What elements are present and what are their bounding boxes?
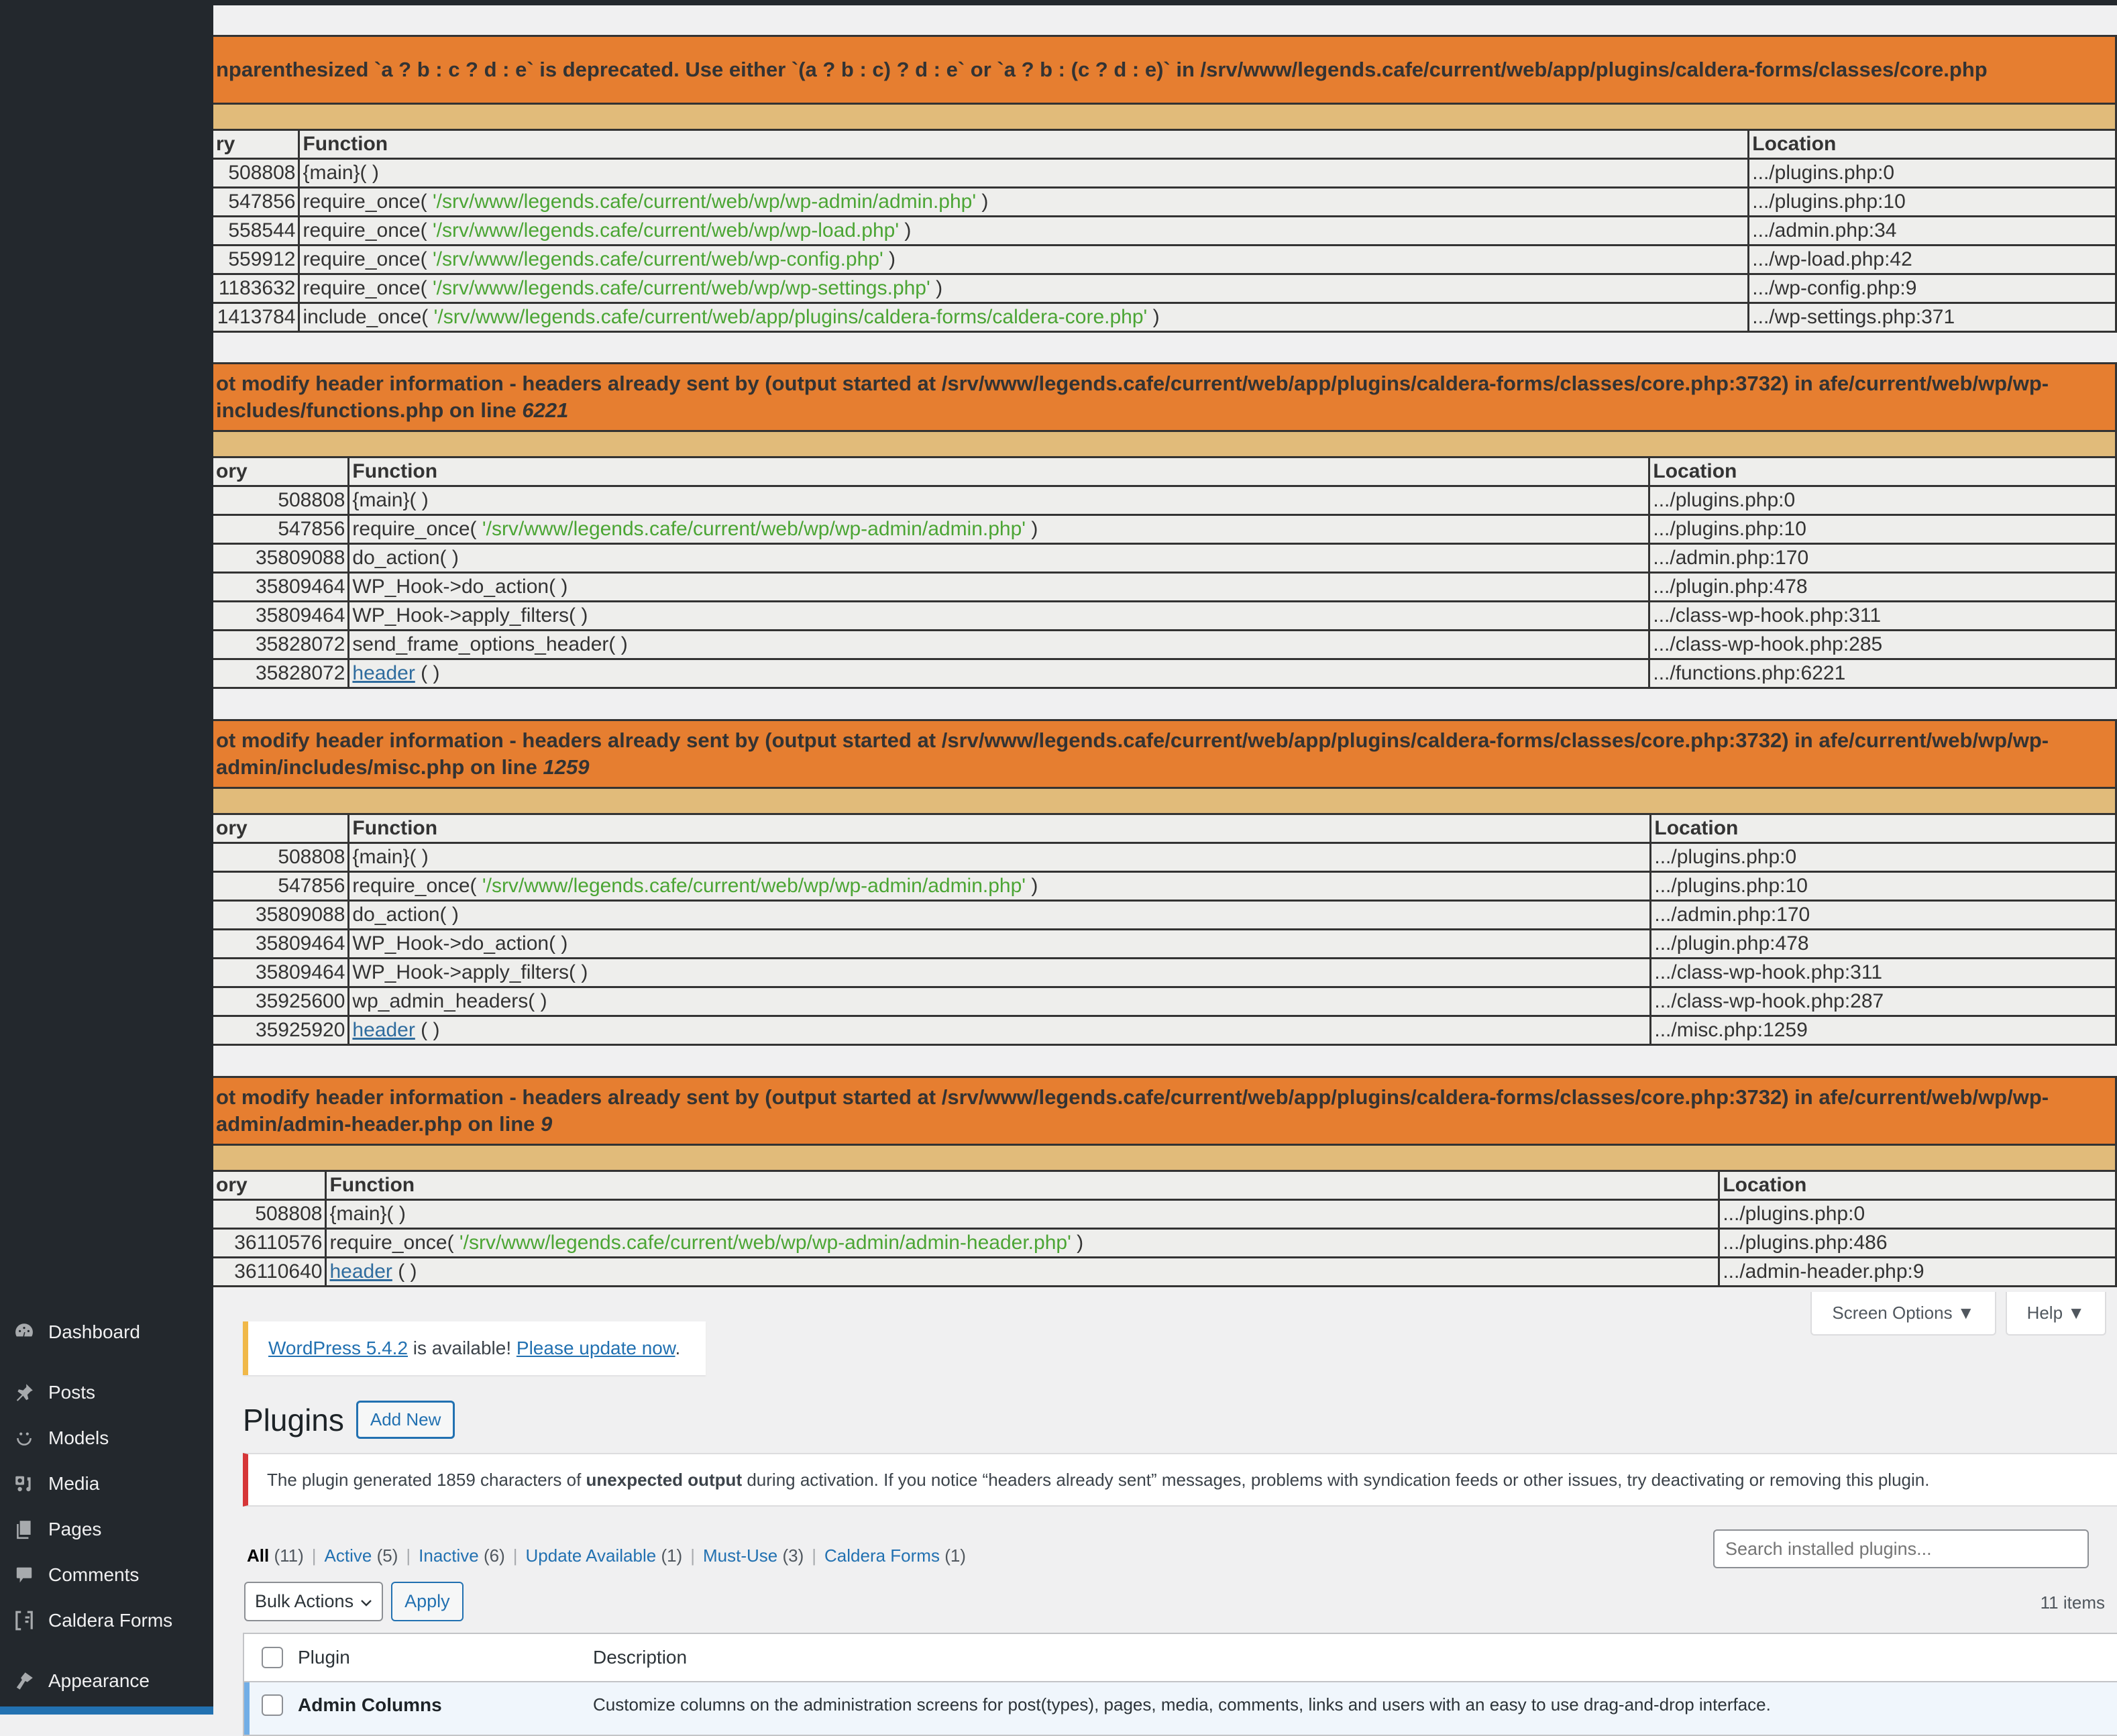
filter-separator: | (812, 1545, 817, 1566)
notice-text-post: during activation. If you notice “headers already sent” messages, problems with syndication feeds or other issues, try deactivating or removing this plugin. (742, 1469, 1930, 1490)
stack-row (213, 246, 2116, 274)
php-doc-link[interactable]: header (352, 662, 415, 684)
function-cell: WP_Hook->do_action( ) (349, 930, 1651, 959)
stack-row (213, 930, 2116, 959)
stack-row (213, 303, 2116, 332)
location-cell: .../plugin.php:478 (1651, 930, 2116, 959)
brush-icon (12, 1669, 36, 1693)
filter-separator: | (406, 1545, 411, 1566)
sidebar-item-label: Dashboard (48, 1321, 140, 1342)
memory-cell: 35828072 (213, 659, 349, 688)
row-checkbox[interactable] (262, 1694, 283, 1716)
function-cell: do_action( ) (349, 901, 1651, 930)
function-cell: send_frame_options_header( ) (349, 631, 1649, 659)
stack-row (213, 843, 2116, 872)
smile-icon (12, 1426, 36, 1450)
filter-active[interactable] (325, 1545, 398, 1566)
filter-label[interactable]: Update Available (525, 1545, 657, 1566)
stack-row (213, 515, 2116, 544)
location-cell: .../admin.php:170 (1649, 544, 2116, 573)
memory-cell: 1413784 (213, 303, 299, 332)
sidebar-item-posts[interactable] (0, 1374, 213, 1411)
location-cell: .../plugins.php:10 (1649, 515, 2116, 544)
activation-error-notice (243, 1453, 2117, 1507)
filter-label[interactable]: Caldera Forms (824, 1545, 940, 1566)
function-cell: WP_Hook->apply_filters( ) (349, 602, 1649, 631)
function-cell: WP_Hook->do_action( ) (349, 573, 1649, 602)
caldera-icon (12, 1609, 36, 1633)
notice-text-pre: The plugin generated 1859 characters of (267, 1469, 586, 1490)
memory-cell: 508808 (213, 1200, 326, 1229)
table-row (244, 1682, 2117, 1735)
function-cell: require_once( '/srv/www/legends.cafe/current/web/wp/wp-admin/admin.php' ) (299, 188, 1749, 217)
call-stack-header-strip (213, 104, 2116, 130)
bulk-actions-label: Bulk Actions (255, 1591, 354, 1611)
column-header-plugin[interactable]: Plugin (298, 1647, 350, 1668)
media-icon (12, 1472, 36, 1496)
function-cell: require_once( '/srv/www/legends.cafe/current/web/wp/wp-admin/admin.php' ) (349, 872, 1651, 901)
column-header-function: Function (349, 457, 1649, 486)
filter-must-use[interactable] (703, 1545, 804, 1566)
sidebar-item-pages[interactable] (0, 1511, 213, 1548)
filter-separator: | (311, 1545, 317, 1566)
sidebar-item-comments[interactable] (0, 1556, 213, 1594)
sidebar-item-label: Posts (48, 1382, 96, 1403)
stack-row (213, 159, 2116, 188)
stack-row (213, 631, 2116, 659)
stack-row (213, 217, 2116, 246)
plugin-name: Admin Columns (298, 1694, 442, 1715)
filter-count: (1) (944, 1545, 966, 1566)
location-cell: .../plugins.php:10 (1749, 188, 2116, 217)
apply-button[interactable]: Apply (391, 1582, 464, 1621)
stack-row (213, 1229, 2116, 1258)
filter-count: (3) (782, 1545, 804, 1566)
stack-row (213, 1200, 2116, 1229)
filter-inactive[interactable] (419, 1545, 505, 1566)
function-cell: wp_admin_headers( ) (349, 987, 1651, 1016)
sidebar-item-media[interactable] (0, 1465, 213, 1503)
column-header-function: Function (326, 1171, 1719, 1200)
function-cell: {main}( ) (299, 159, 1749, 188)
function-cell: {main}( ) (326, 1200, 1719, 1229)
update-nag-period: . (675, 1338, 681, 1358)
memory-cell: 35809088 (213, 544, 349, 573)
error-message: ot modify header information - headers already sent by (output started at /srv/www/legends.cafe/current/web/app/plugins/caldera-forms/classes/core.php:3732) in afe/current/web/wp/wp-admin/admin-header.php on line 9 (213, 1077, 2116, 1145)
bulk-actions-bar (244, 1582, 464, 1621)
memory-cell: 35809464 (213, 602, 349, 631)
location-cell: .../wp-load.php:42 (1749, 246, 2116, 274)
column-header-location: Location (1651, 814, 2116, 843)
memory-cell: 36110576 (213, 1229, 326, 1258)
location-cell: .../class-wp-hook.php:285 (1649, 631, 2116, 659)
stack-row (213, 486, 2116, 515)
stack-row (213, 901, 2116, 930)
call-stack-header-strip (213, 431, 2116, 457)
column-header-location: Location (1649, 457, 2116, 486)
search-plugins-input[interactable] (1713, 1529, 2089, 1568)
memory-cell: 35809464 (213, 573, 349, 602)
stack-row (213, 544, 2116, 573)
memory-cell: 559912 (213, 246, 299, 274)
column-header-function: Function (349, 814, 1651, 843)
function-cell: do_action( ) (349, 544, 1649, 573)
memory-cell: 547856 (213, 188, 299, 217)
column-header-memory: ory (213, 1171, 326, 1200)
filter-separator: | (512, 1545, 518, 1566)
memory-cell: 35809464 (213, 959, 349, 987)
admin-menu (0, 1313, 213, 1700)
comment-icon (12, 1563, 36, 1587)
call-stack-header-strip (213, 788, 2116, 814)
stack-row (213, 659, 2116, 688)
function-cell: require_once( '/srv/www/legends.cafe/current/web/wp/wp-admin/admin.php' ) (349, 515, 1649, 544)
memory-cell: 35809464 (213, 930, 349, 959)
location-cell: .../functions.php:6221 (1649, 659, 2116, 688)
pin-icon (12, 1380, 36, 1405)
plugin-status-filters (247, 1545, 966, 1566)
pages-icon (12, 1517, 36, 1541)
plugins-table (243, 1633, 2117, 1736)
location-cell: .../plugin.php:478 (1649, 573, 2116, 602)
function-cell: WP_Hook->apply_filters( ) (349, 959, 1651, 987)
xdebug-error-table (213, 35, 2117, 333)
memory-cell: 508808 (213, 159, 299, 188)
memory-cell: 35809088 (213, 901, 349, 930)
filter-update-available[interactable] (526, 1545, 683, 1566)
table-header (244, 1634, 2117, 1682)
memory-cell: 508808 (213, 843, 349, 872)
function-cell: require_once( '/srv/www/legends.cafe/current/web/wp/wp-load.php' ) (299, 217, 1749, 246)
update-nag-text: is available! (408, 1338, 517, 1358)
plugin-description: Customize columns on the administration screens for post(types), pages, media, comments, links and users with an easy to use drag-and-drop interface. (593, 1694, 1771, 1715)
sidebar-item-plugins-active[interactable] (0, 1706, 213, 1715)
sidebar-item-models[interactable] (0, 1419, 213, 1457)
bulk-actions-select[interactable] (244, 1582, 383, 1621)
xdebug-error-table (213, 1076, 2117, 1287)
stack-row (213, 1258, 2116, 1287)
memory-cell: 35828072 (213, 631, 349, 659)
error-message: ot modify header information - headers already sent by (output started at /srv/www/legends.cafe/current/web/app/plugins/caldera-forms/classes/core.php:3732) in afe/current/web/wp/wp-includes/functions.php on line 6221 (213, 364, 2116, 431)
filter-label[interactable]: Inactive (419, 1545, 479, 1566)
function-cell: require_once( '/srv/www/legends.cafe/current/web/wp/wp-admin/admin-header.php' ) (326, 1229, 1719, 1258)
location-cell: .../plugins.php:0 (1749, 159, 2116, 188)
php-doc-link[interactable]: header (329, 1260, 392, 1283)
filter-label: All (247, 1545, 270, 1566)
xdebug-error-table (213, 362, 2117, 689)
sidebar-item-label: Appearance (48, 1670, 150, 1691)
location-cell: .../admin.php:34 (1749, 217, 2116, 246)
filter-count: (5) (376, 1545, 398, 1566)
xdebug-error-table (213, 719, 2117, 1046)
stack-row (213, 1016, 2116, 1045)
column-header-location: Location (1749, 130, 2116, 159)
sidebar-item-appearance[interactable] (0, 1662, 213, 1700)
location-cell: .../wp-settings.php:371 (1749, 303, 2116, 332)
function-cell: header ( ) (349, 1016, 1651, 1045)
function-cell: header ( ) (326, 1258, 1719, 1287)
location-cell: .../plugins.php:0 (1649, 486, 2116, 515)
location-cell: .../plugins.php:486 (1719, 1229, 2116, 1258)
sidebar-item-label: Caldera Forms (48, 1610, 173, 1631)
call-stack-header-strip (213, 1145, 2116, 1171)
location-cell: .../wp-config.php:9 (1749, 274, 2116, 303)
php-doc-link[interactable]: header (352, 1019, 415, 1041)
stack-row (213, 602, 2116, 631)
top-bar (0, 0, 2117, 5)
error-message: nparenthesized `a ? b : c ? d : e` is deprecated. Use either `(a ? b : c) ? d : e` or `a ? b : (c ? d : e)` in /srv/www/legends.cafe/current/web/app/plugins/caldera-forms/classes/core.php (213, 36, 2116, 104)
location-cell: .../class-wp-hook.php:287 (1651, 987, 2116, 1016)
function-cell: require_once( '/srv/www/legends.cafe/current/web/wp-config.php' ) (299, 246, 1749, 274)
filter-label[interactable]: Active (324, 1545, 372, 1566)
memory-cell: 547856 (213, 515, 349, 544)
stack-row (213, 959, 2116, 987)
location-cell: .../admin.php:170 (1651, 901, 2116, 930)
sidebar-item-label: Comments (48, 1564, 140, 1585)
function-cell: require_once( '/srv/www/legends.cafe/current/web/wp/wp-settings.php' ) (299, 274, 1749, 303)
filter-label[interactable]: Must-Use (702, 1545, 778, 1566)
sidebar-item-dashboard[interactable] (0, 1313, 213, 1351)
location-cell: .../class-wp-hook.php:311 (1651, 959, 2116, 987)
dashboard-icon (12, 1320, 36, 1344)
stack-row (213, 188, 2116, 217)
filter-count: (6) (483, 1545, 505, 1566)
memory-cell: 508808 (213, 486, 349, 515)
column-header-memory: ory (213, 814, 349, 843)
location-cell: .../plugins.php:0 (1719, 1200, 2116, 1229)
memory-cell: 1183632 (213, 274, 299, 303)
wordpress-version-link[interactable]: WordPress 5.4.2 (268, 1338, 409, 1358)
stack-row (213, 274, 2116, 303)
column-header-memory: ory (213, 457, 349, 486)
stack-row (213, 872, 2116, 901)
filter-separator: | (690, 1545, 695, 1566)
notice-text-bold: unexpected output (586, 1469, 743, 1490)
function-cell: header ( ) (349, 659, 1649, 688)
admin-sidebar (0, 5, 213, 1715)
stack-row (213, 987, 2116, 1016)
update-now-link[interactable]: Please update now (516, 1338, 675, 1358)
function-cell: include_once( '/srv/www/legends.cafe/current/web/app/plugins/caldera-forms/caldera-core.php' ) (299, 303, 1749, 332)
page-title: Plugins (243, 1402, 344, 1437)
items-count: 11 items (2040, 1592, 2105, 1613)
screen-options-button[interactable]: Screen Options ▼ (1810, 1292, 1996, 1336)
sidebar-item-label: Models (48, 1427, 109, 1448)
sidebar-item-label: Media (48, 1473, 100, 1494)
select-all-checkbox[interactable] (262, 1647, 283, 1668)
page-title-area (243, 1401, 455, 1439)
column-header-function: Function (299, 130, 1749, 159)
location-cell: .../misc.php:1259 (1651, 1016, 2116, 1045)
screen-meta-links (1810, 1292, 2106, 1336)
column-header-location: Location (1719, 1171, 2116, 1200)
sidebar-item-caldera-forms[interactable] (0, 1602, 213, 1639)
column-header-description: Description (593, 1647, 688, 1668)
help-button[interactable]: Help ▼ (2006, 1292, 2106, 1336)
memory-cell: 558544 (213, 217, 299, 246)
function-cell: {main}( ) (349, 843, 1651, 872)
function-cell: {main}( ) (349, 486, 1649, 515)
sidebar-item-label: Pages (48, 1519, 102, 1539)
filter-caldera-forms[interactable] (824, 1545, 966, 1566)
update-nag (243, 1321, 706, 1375)
location-cell: .../plugins.php:10 (1651, 872, 2116, 901)
column-header-memory: ry (213, 130, 299, 159)
add-new-plugin-button[interactable]: Add New (356, 1401, 455, 1439)
filter-all[interactable] (247, 1545, 304, 1566)
memory-cell: 35925920 (213, 1016, 349, 1045)
memory-cell: 547856 (213, 872, 349, 901)
location-cell: .../admin-header.php:9 (1719, 1258, 2116, 1287)
filter-count: (1) (661, 1545, 683, 1566)
filter-count: (11) (274, 1545, 304, 1566)
stack-row (213, 573, 2116, 602)
chevron-down-icon (360, 1591, 372, 1612)
location-cell: .../plugins.php:0 (1651, 843, 2116, 872)
error-message: ot modify header information - headers already sent by (output started at /srv/www/legends.cafe/current/web/app/plugins/caldera-forms/classes/core.php:3732) in afe/current/web/wp/wp-admin/includes/misc.php on line 1259 (213, 720, 2116, 788)
location-cell: .../class-wp-hook.php:311 (1649, 602, 2116, 631)
memory-cell: 35925600 (213, 987, 349, 1016)
memory-cell: 36110640 (213, 1258, 326, 1287)
